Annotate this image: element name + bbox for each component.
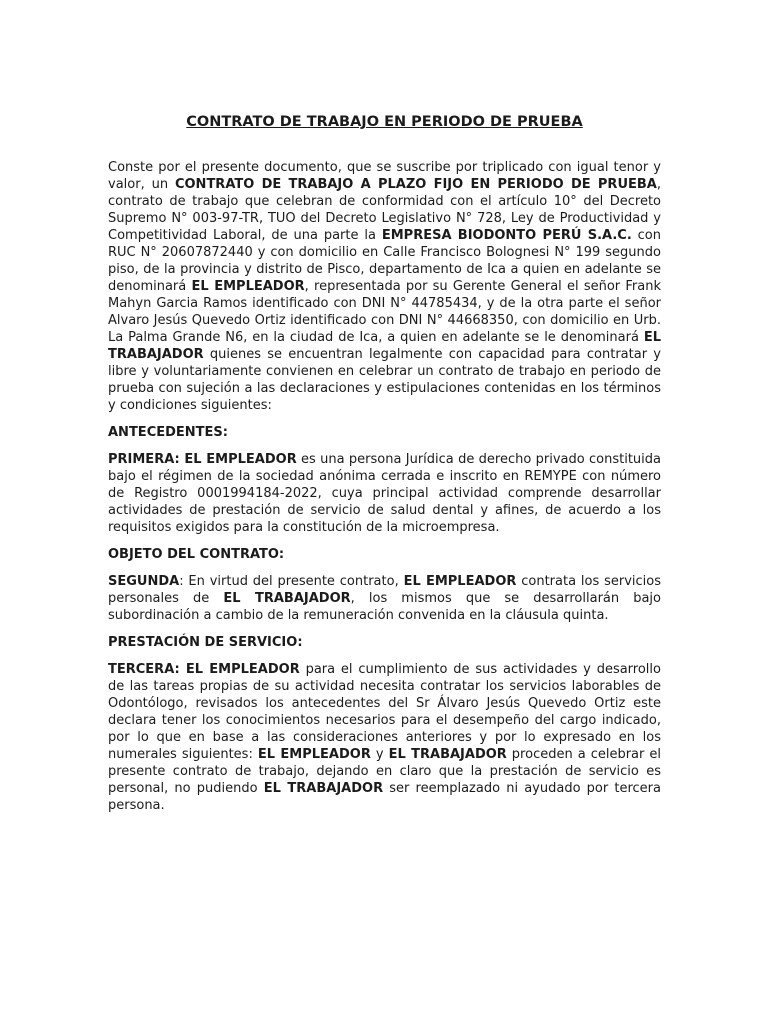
text-run: Conste por el presente documento, que se suscribe por triplicado con igual tenor y valor, un [108, 160, 661, 192]
text-run: para el cumplimiento de sus actividades y desarrollo de las tareas propias de su actividad necesita contratar los servicios laborables de Odontólogo, revisados los antecedentes del Sr Álvaro Jesús Quevedo Ortiz este declara tener los conocimientos necesarios para el desempeño del cargo indicado, por lo que en base a las consideraciones anteriores y por lo expresado en los numerales siguientes: [108, 662, 661, 762]
bold-text-run: SEGUNDA [108, 574, 180, 589]
bold-text-run: OBJETO DEL CONTRATO: [108, 547, 285, 562]
bold-text-run: EMPRESA BIODONTO PERÚ S.A.C. [381, 228, 632, 243]
paragraph-tercera [108, 661, 661, 814]
text-run: , contrato de trabajo que celebran de conformidad con el artículo 10° del Decreto Supremo N° 003-97-TR, TUO del Decreto Legislativo N° 728, Ley de Productividad y Competitividad Laboral, de una parte la [108, 177, 661, 243]
text-run: quienes se encuentran legalmente con capacidad para contratar y libre y voluntariamente convienen en celebrar un contrato de trabajo en periodo de prueba con sujeción a las declaraciones y estipulaciones contenidas en los términos y condiciones siguientes: [108, 347, 661, 413]
bold-text-run: EL TRABAJADOR [388, 747, 507, 762]
document-body [108, 159, 661, 814]
bold-text-run: PRESTACIÓN DE SERVICIO: [108, 635, 303, 650]
text-run: , representada por su Gerente General el señor Frank Mahyn Garcia Ramos identificado con DNI N° 44785434, y de la otra parte el señor Alvaro Jesús Quevedo Ortiz identificado con DNI N° 44668350, con domicilio en Urb. La Palma Grande N6, en la ciudad de Ica, a quien en adelante se le denominará [108, 279, 661, 345]
document-content [108, 112, 661, 824]
heading-antecedentes [108, 424, 661, 441]
paragraph-segunda [108, 573, 661, 624]
paragraph-intro [108, 159, 661, 414]
bold-text-run: ANTECEDENTES: [108, 425, 228, 440]
heading-objeto-del-contrato [108, 546, 661, 563]
text-run: , los mismos que se desarrollarán bajo subordinación a cambio de la remuneración convenida en la cláusula quinta. [108, 591, 661, 623]
document-title: CONTRATO DE TRABAJO EN PERIODO DE PRUEBA [186, 114, 583, 130]
bold-text-run: EL TRABAJADOR [108, 330, 661, 362]
bold-text-run: CONTRATO DE TRABAJO A PLAZO FIJO EN PERIODO DE PRUEBA [174, 177, 657, 192]
text-run: : En virtud del presente contrato, [179, 574, 404, 589]
paragraph-primera [108, 451, 661, 536]
bold-text-run: EL EMPLEADOR [191, 279, 305, 294]
text-run: es una persona Jurídica de derecho privado constituida bajo el régimen de la sociedad anónima cerrada e inscrito en REMYPE con número de Registro 0001994184-2022, cuya principal actividad comprende desarrollar actividades de prestación de servicio de salud dental y afines, de acuerdo a los requisitos exigidos para la constitución de la microempresa. [108, 452, 661, 535]
text-run: proceden a celebrar el presente contrato de trabajo, dejando en claro que la prestación de servicio es personal, no pudiendo [108, 747, 661, 796]
text-run: y [370, 747, 389, 762]
text-run: con RUC N° 20607872440 y con domicilio en Calle Francisco Bolognesi N° 199 segundo piso, de la provincia y distrito de Pisco, departamento de Ica a quien en adelante se denominará [108, 228, 661, 294]
text-run: ser reemplazado ni ayudado por tercera persona. [108, 781, 661, 813]
bold-text-run: TERCERA: EL EMPLEADOR [108, 662, 300, 677]
bold-text-run: EL EMPLEADOR [403, 574, 517, 589]
bold-text-run: PRIMERA: EL EMPLEADOR [108, 452, 297, 467]
bold-text-run: EL TRABAJADOR [263, 781, 384, 796]
heading-prestacion-de-servicio [108, 634, 661, 651]
text-run: contrata los servicios personales de [108, 574, 661, 606]
bold-text-run: EL EMPLEADOR [257, 747, 371, 762]
bold-text-run: EL TRABAJADOR [223, 591, 351, 606]
